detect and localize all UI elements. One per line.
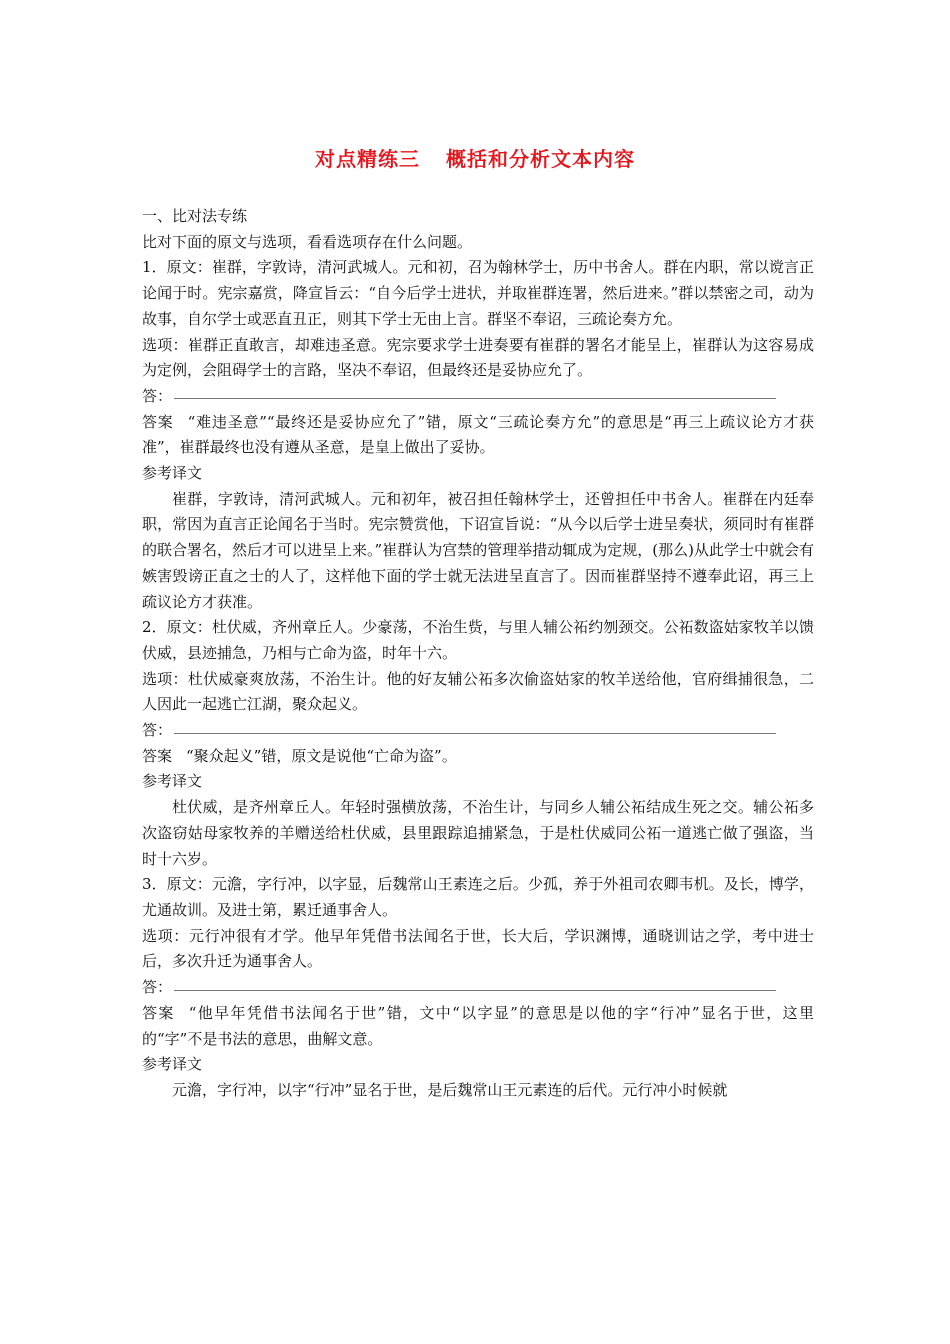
answer-input-line[interactable] — [174, 733, 776, 734]
option-text-3: 选项：元行冲很有才学。他早年凭借书法闻名于世，长大后，学识渊博，通晓训诂之学，考中进士后，多次升迁为通事舍人。 — [142, 926, 814, 971]
option-text-1: 选项：崔群正直敢言，却难违圣意。宪宗要求学士进奏要有崔群的署名才能呈上，崔群认为这容易成为定例，会阻碍学士的言路，坚决不奉诏，但最终还是妥协应允了。 — [142, 335, 814, 380]
translation-heading-3: 参考译文 — [142, 1055, 203, 1074]
answer-text-2: 答案 “聚众起义”错，原文是说他“亡命为盗”。 — [142, 746, 457, 765]
option-label: 选项： — [142, 335, 188, 354]
instruction-text: 比对下面的原文与选项，看看选项存在什么问题。 — [142, 232, 473, 251]
translation-heading-2: 参考译文 — [142, 772, 203, 791]
title-left: 对点精练三 — [315, 147, 420, 171]
answer-line-2 — [142, 718, 814, 744]
original-text-2: 2．原文：杜伏威，齐州章丘人。少豪荡，不治生赀，与里人辅公祏约刎颈交。公祏数盗姑家牧羊以馈伏威，县迹捕急，乃相与亡命为盗，时年十六。 — [142, 618, 814, 662]
option-label: 选项： — [142, 926, 189, 945]
translation-text-1: 崔群，字敦诗，清河武城人。元和初年，被召担任翰林学士，还曾担任中书舍人。崔群在内廷奉职，常因为直言正论闻名于当时。宪宗赞赏他，下诏宣旨说：“从今以后学士进呈奏状，须同时有崔群的联合署名，然后才可以进呈上来。”崔群认为宫禁的管理举措动辄成为定规，(那么)从此学士中就会有嫉害毁谤正直之士的人了，这样他下面的学士就无法进呈直言了。因而崔群坚持不遵奉此诏，再三上疏议论方才获准。 — [142, 489, 814, 611]
answer-text-1: 答案 “难违圣意”“最终还是妥协应允了”错，原文“三疏论奏方允”的意思是“再三上疏议论方才获准”，崔群最终也没有遵从圣意，是皇上做出了妥协。 — [142, 412, 814, 457]
translation-text-3: 元澹，字行冲，以字“行冲”显名于世，是后魏常山王元素连的后代。元行冲小时候就 — [172, 1080, 728, 1099]
answer-text-3: 答案 “他早年凭借书法闻名于世”错，文中“以字显”的意思是以他的字“行冲”显名于世，这里的“字”不是书法的意思，曲解文意。 — [142, 1003, 814, 1048]
answer-input-line[interactable] — [174, 990, 776, 991]
option-text-2: 选项：杜伏威豪爽放荡，不治生计。他的好友辅公祏多次偷盗姑家的牧羊送给他，官府缉捕很急，二人因此一起逃亡江湖，聚众起义。 — [142, 669, 814, 714]
answer-line-3 — [142, 975, 814, 1001]
answer-prompt: 答： — [142, 721, 173, 740]
original-text-3: 3．原文：元澹，字行冲，以字显，后魏常山王素连之后。少孤，养于外祖司农卿韦机。及长，博学，尤通故训。及进士第，累迁通事舍人。 — [142, 875, 814, 919]
answer-label: 答案 — [142, 1003, 175, 1022]
translation-heading-1: 参考译文 — [142, 464, 203, 483]
answer-prompt: 答： — [142, 386, 173, 405]
original-text-1: 1．原文：崔群，字敦诗，清河武城人。元和初，召为翰林学士，历中书舍人。群在内职，常以谠言正论闻于时。宪宗嘉赏，降宣旨云：“自今后学士进状，并取崔群连署，然后进来。”群以禁密之司，动为故事，自尔学士或恶直丑正，则其下学士无由上言。群坚不奉诏，三疏论奏方允。 — [142, 258, 814, 328]
answer-line-1 — [142, 384, 814, 410]
option-label: 选项： — [142, 669, 188, 688]
answer-label: 答案 — [142, 746, 173, 765]
section-heading: 一、比对法专练 — [142, 207, 248, 225]
answer-input-line[interactable] — [174, 398, 776, 399]
title-right: 概括和分析文本内容 — [446, 147, 635, 171]
answer-prompt: 答： — [142, 978, 173, 997]
page-title — [0, 146, 950, 172]
document-body — [142, 204, 814, 1104]
translation-text-2: 杜伏威，是齐州章丘人。年轻时强横放荡，不治生计，与同乡人辅公祏结成生死之交。辅公祏多次盗窃姑母家牧养的羊赠送给杜伏威，县里跟踪追捕紧急，于是杜伏威同公祏一道逃亡做了强盗，当时十六岁。 — [142, 798, 814, 868]
answer-label: 答案 — [142, 412, 174, 431]
